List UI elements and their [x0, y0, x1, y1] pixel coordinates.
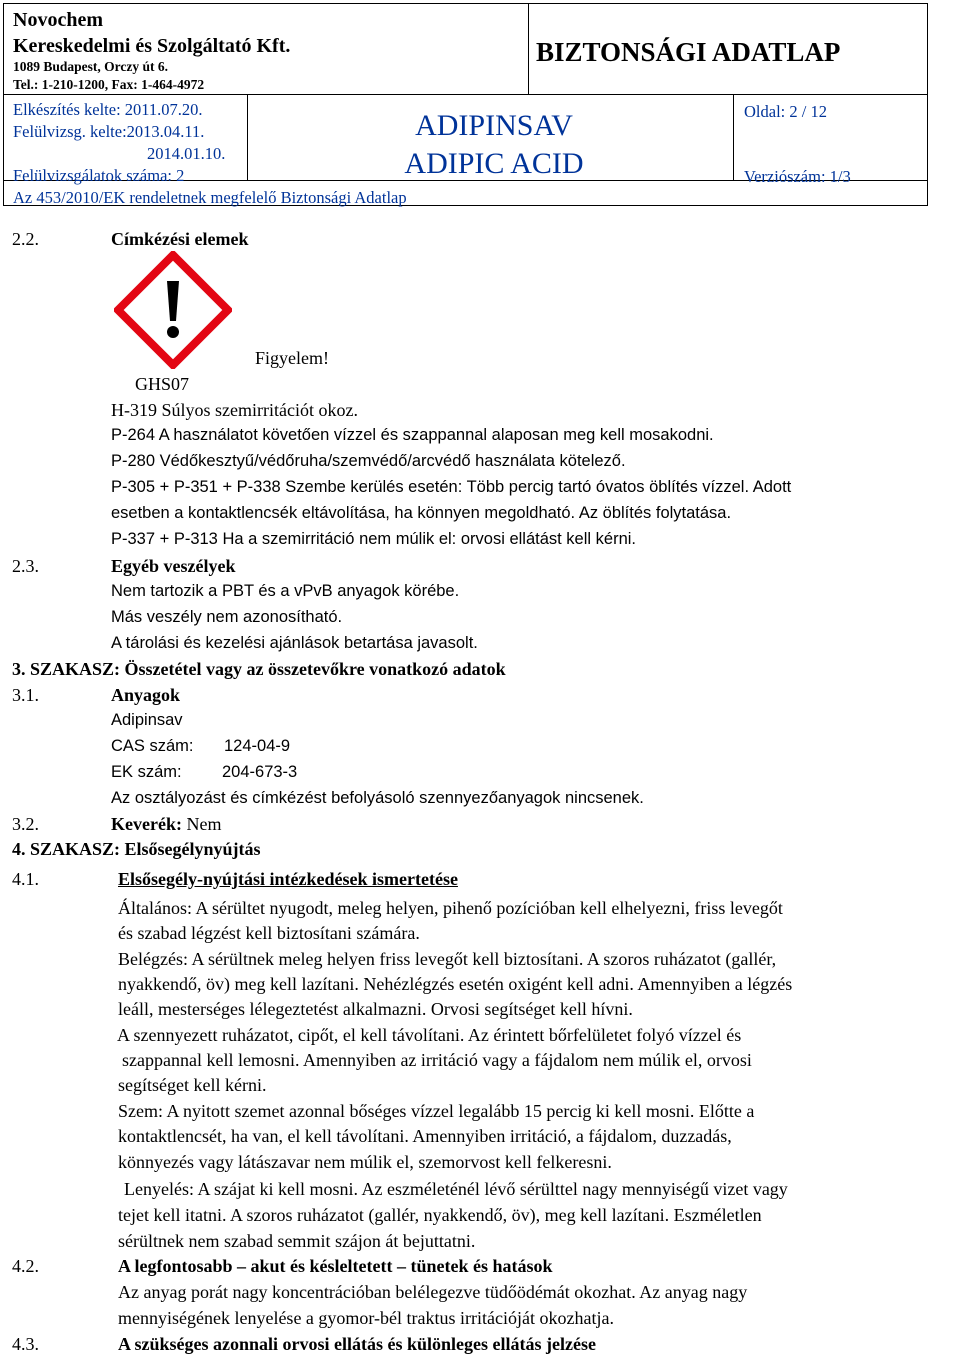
section-title: Anyagok — [111, 685, 181, 705]
ek-number: 204-673-3 — [222, 763, 298, 781]
header-divider — [247, 94, 248, 180]
document-header — [3, 3, 928, 206]
precaution-line: P-305 + P-351 + P-338 Szembe kerülés esetén: Több percig tartó óvatos öblítés vízzel. Adott — [111, 478, 792, 496]
hazard-line: Más veszély nem azonosítható. — [111, 608, 343, 626]
header-divider — [528, 4, 529, 94]
section-heading: 4. SZAKASZ: Elsősegélynyújtás — [12, 839, 261, 859]
section-title: Címkézési elemek — [111, 229, 249, 249]
company-name: Novochem — [13, 9, 103, 31]
company-address: 1089 Budapest, Orczy út 6. — [13, 59, 169, 74]
first-aid-line: kontaktlencsét, ha van, el kell távolítani. Amennyiben irritáció, a fájdalom, duzzadás, — [118, 1126, 732, 1146]
company-full-name: Kereskedelmi és Szolgáltató Kft. — [13, 35, 291, 57]
first-aid-line: Lenyelés: A szájat ki kell mosni. Az eszméleténél lévő sérülttel nagy mennyiségű vizet vagy — [124, 1179, 788, 1199]
revision-count: Felülvizsgálatok száma: 2 — [13, 166, 185, 185]
symptom-line: Az anyag porát nagy koncentrációban belélegezve tüdőödémát okozhat. Az anyag nagy — [118, 1282, 748, 1302]
hazard-line: A tárolási és kezelési ajánlások betartása javasolt. — [111, 634, 478, 652]
section-title: A legfontosabb – akut és késleltetett – tünetek és hatások — [118, 1256, 553, 1276]
signal-word: Figyelem! — [255, 348, 329, 368]
section-heading: 3. SZAKASZ: Összetétel vagy az összetevőkre vonatkozó adatok — [12, 659, 506, 679]
hazard-line: Nem tartozik a PBT és a vPvB anyagok körébe. — [111, 582, 460, 600]
first-aid-line: sérültnek nem szabad semmit szájon át bejuttatni. — [118, 1231, 476, 1251]
product-name-en: ADIPIC ACID — [404, 147, 584, 180]
first-aid-line: Belégzés: A sérültnek meleg helyen friss levegőt kell biztosítani. A szoros ruházatot (gallér, — [118, 949, 777, 969]
symptom-line: mennyiségének lenyelése a gyomor-bél traktus irritációját okozhatja. — [118, 1308, 614, 1328]
section-number: 3.2. — [12, 814, 39, 834]
product-name: ADIPINSAV — [415, 109, 573, 142]
precaution-line: P-337 + P-313 Ha a szemirritáció nem múlik el: orvosi ellátást kell kérni. — [111, 530, 636, 548]
mixture-label: Keverék: — [111, 814, 182, 834]
cas-label: CAS szám: — [111, 737, 194, 755]
section-title: Egyéb veszélyek — [111, 556, 236, 576]
header-divider — [4, 94, 927, 95]
ek-label: EK szám: — [111, 763, 182, 781]
page-number: Oldal: 2 / 12 — [744, 102, 827, 121]
section-number: 4.2. — [12, 1256, 39, 1276]
header-divider — [733, 94, 734, 180]
first-aid-line: segítséget kell kérni. — [118, 1075, 267, 1095]
precaution-line: esetben a kontaktlencsék eltávolítása, ha könnyen megoldható. Az öblítés folytatása. — [111, 504, 732, 522]
cas-number: 124-04-9 — [224, 737, 291, 755]
mixture-value: Nem — [186, 814, 222, 834]
precaution-line: P-280 Védőkesztyű/védőruha/szemvédő/arcvédő használata kötelező. — [111, 452, 626, 470]
first-aid-line: leáll, mesterséges lélegeztetést alkalmazni. Orvosi segítséget kell hívni. — [118, 999, 633, 1019]
regulation-note: Az 453/2010/EK rendeletnek megfelelő Biztonsági Adatlap — [13, 188, 407, 207]
ghs07-exclamation-icon — [114, 251, 232, 369]
first-aid-line: könnyezés vagy látászavar nem múlik el, szemorvost kell felkeresni. — [118, 1152, 612, 1172]
hazard-statement: H-319 Súlyos szemirritációt okoz. — [111, 400, 358, 420]
document-type: BIZTONSÁGI ADATLAP — [536, 37, 841, 67]
first-aid-line: szappannal kell lemosni. Amennyiben az irritáció vagy a fájdalom nem múlik el, orvosi — [122, 1050, 752, 1070]
substance-name: Adipinsav — [111, 711, 183, 729]
first-aid-line: Általános: A sérültet nyugodt, meleg helyen, pihenő pozícióban kell elhelyezni, friss levegőt — [118, 898, 783, 918]
first-aid-line: és szabad légzést kell biztosítani számára. — [118, 923, 420, 943]
first-aid-line: A szennyezett ruházatot, cipőt, el kell távolítani. Az érintett bőrfelületet folyó vízzel és — [117, 1025, 742, 1045]
first-aid-line: tejet kell itatni. A szoros ruházatot (gallér, nyakkendő, öv), meg kell lazítani. Eszméletlen — [118, 1205, 762, 1225]
section-number: 4.1. — [12, 869, 39, 889]
precaution-line: P-264 A használatot követően vízzel és szappannal alaposan meg kell mosakodni. — [111, 426, 714, 444]
section-number: 3.1. — [12, 685, 39, 705]
section-title: A szükséges azonnali orvosi ellátás és különleges ellátás jelzése — [118, 1334, 596, 1354]
section-number: 4.3. — [12, 1334, 39, 1354]
company-phone: Tel.: 1-210-1200, Fax: 1-464-4972 — [13, 77, 205, 92]
revision-date: Felülvizsg. kelte:2013.04.11. — [13, 122, 205, 141]
section-number: 2.2. — [12, 229, 39, 249]
version-number: Verziószám: 1/3 — [744, 167, 851, 186]
section-number: 2.3. — [12, 556, 39, 576]
revision-date-2: 2014.01.10. — [147, 144, 226, 163]
ghs-code: GHS07 — [135, 374, 190, 394]
section-title: Elsősegély-nyújtási intézkedések ismertetése — [118, 869, 458, 889]
mixture-line — [111, 814, 221, 835]
first-aid-line: Szem: A nyitott szemet azonnal bőséges vízzel legalább 15 percig ki kell mosni. Előtte a — [118, 1101, 755, 1121]
impurity-note: Az osztályozást és címkézést befolyásoló szennyezőanyagok nincsenek. — [111, 789, 644, 807]
creation-date: Elkészítés kelte: 2011.07.20. — [13, 100, 203, 119]
first-aid-line: nyakkendő, öv) meg kell lazítani. Nehézlégzés esetén oxigént kell adni. Amennyiben a légzés — [118, 974, 793, 994]
